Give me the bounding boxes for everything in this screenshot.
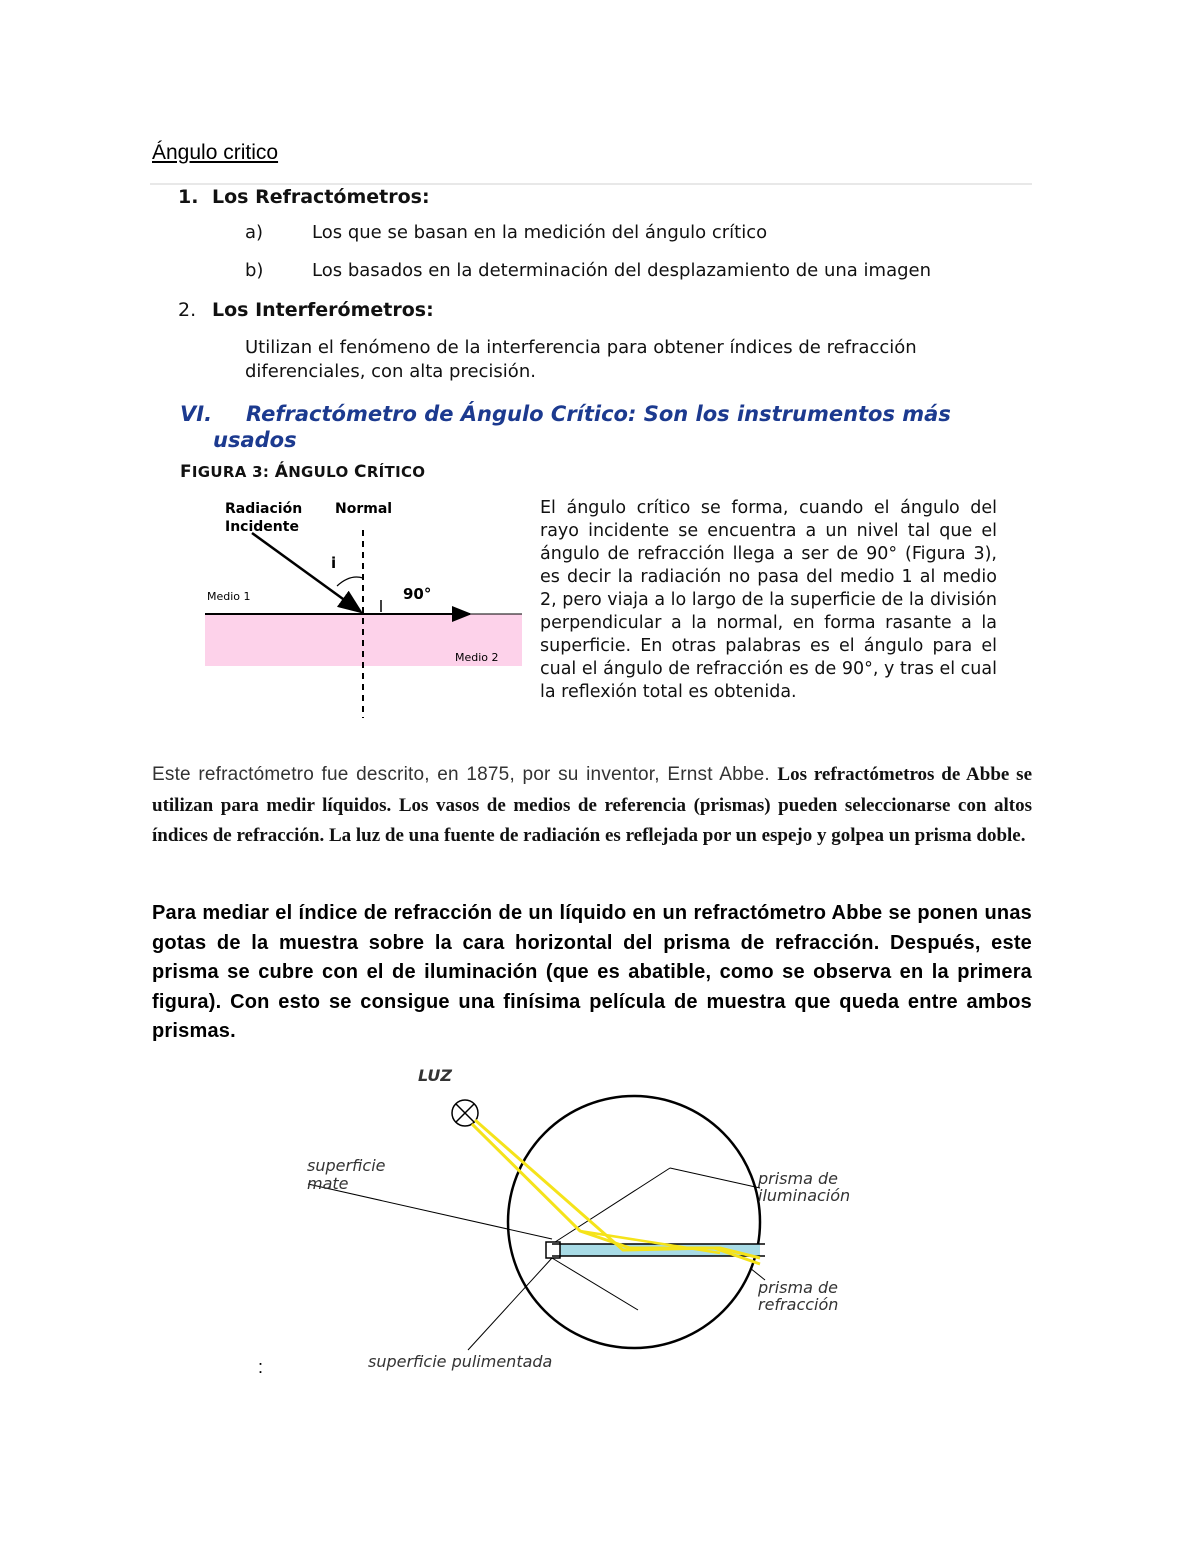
section-2-heading: Los Interferómetros: xyxy=(212,299,434,321)
paragraph-1-bold: Los refractómetros de Abbe se utilizan para medir líquidos. Los vasos de medios de referencia (prismas) pueden seleccionarse con altos índices de refracción. La luz de una fuente de radiación es reflejada por un espejo y golpea un prisma doble. xyxy=(152,764,1033,846)
section-1-number: 1. xyxy=(178,186,199,208)
angle-arc xyxy=(337,577,363,586)
illumination-pointer xyxy=(670,1168,760,1188)
list-item: Los basados en la determinación del desplazamiento de una imagen xyxy=(312,260,932,281)
incident-ray xyxy=(252,533,361,612)
refraction-prism-label-1: prisma de xyxy=(758,1278,838,1297)
critical-angle-diagram xyxy=(195,490,530,725)
normal-label: Normal xyxy=(335,501,393,517)
section-2-number: 2. xyxy=(178,299,197,321)
list-item-label: b) xyxy=(245,260,264,281)
illumination-prism-label-1: prisma de xyxy=(758,1169,838,1188)
prism-circle xyxy=(508,1096,760,1348)
medium-2-label: Medio 2 xyxy=(455,651,499,664)
section-1-heading: Los Refractómetros: xyxy=(212,186,430,208)
paragraph-abbe-history xyxy=(152,760,1032,852)
trailing-mark: : xyxy=(258,1357,264,1377)
figure-3-caption xyxy=(180,462,425,482)
caption-part: Á xyxy=(274,462,289,482)
caption-part: F xyxy=(180,462,192,482)
refraction-prism-label-2: refracción xyxy=(758,1295,839,1314)
refraction-prism-edge xyxy=(552,1258,638,1310)
matte-surface-label-2: mate xyxy=(307,1174,349,1193)
list-item-label: a) xyxy=(245,222,264,243)
caption-part: RÍTICO xyxy=(366,463,426,481)
divider xyxy=(150,183,1032,185)
radiation-label-1: Radiación xyxy=(225,501,303,517)
polished-surface-label: superficie pulimentada xyxy=(368,1352,553,1371)
interferometros-line-1: Utilizan el fenómeno de la interferencia para obtener índices de refracción xyxy=(245,337,917,358)
angle-90-label: 90° xyxy=(403,585,432,603)
angle-i-label: i xyxy=(331,554,337,572)
illumination-prism-label-2: iluminación xyxy=(758,1186,851,1205)
section-vi-title-line2: usados xyxy=(213,428,297,452)
radiation-label-2: Incidente xyxy=(225,519,299,535)
matte-surface-label-1: superficie xyxy=(307,1156,386,1175)
figure-3-description: El ángulo crítico se forma, cuando el ángulo del rayo incidente se encuentra a un nivel tal que el ángulo de refracción llega a ser de 90° (Figura 3), es decir la radiación no pasa del medio 1 al medio 2, pero viaja a lo largo de la superficie de la división perpendicular a la normal, en forma rasante a la superficie. En otras palabras es el ángulo para el cual el ángulo de refracción es de 90°, y tras el cual la reflexión total es obtenida. xyxy=(540,498,997,702)
section-vi-number: VI. xyxy=(180,402,213,426)
caption-part: IGURA 3: xyxy=(191,463,275,481)
interferometros-line-2: diferenciales, con alta precisión. xyxy=(245,361,536,382)
paragraph-abbe-procedure: Para mediar el índice de refracción de un líquido en un refractómetro Abbe se ponen unas gotas de la muestra sobre la cara horizontal del prisma de refracción. Después, este prisma se cubre con el de iluminación (que es abatible, como se observa en la primera figura). Con esto se consigue una finísima película de muestra que queda entre ambos prismas. xyxy=(152,902,1032,1042)
paragraph-1-plain: Este refractómetro fue descrito, en 1875, por su inventor, Ernst Abbe. xyxy=(152,764,778,785)
section-vi-title-line1: Refractómetro de Ángulo Crítico: Son los instrumentos más xyxy=(246,402,951,426)
list-item: Los que se basan en la medición del ángulo crítico xyxy=(312,222,768,243)
page-title: Ángulo critico xyxy=(152,141,279,164)
abbe-prism-diagram xyxy=(290,1058,910,1378)
medium-1-label: Medio 1 xyxy=(207,590,251,603)
light-label: LUZ xyxy=(418,1066,452,1085)
caption-part: NGULO xyxy=(288,463,355,481)
caption-part: C xyxy=(354,462,367,482)
illumination-prism-edge xyxy=(552,1168,670,1244)
